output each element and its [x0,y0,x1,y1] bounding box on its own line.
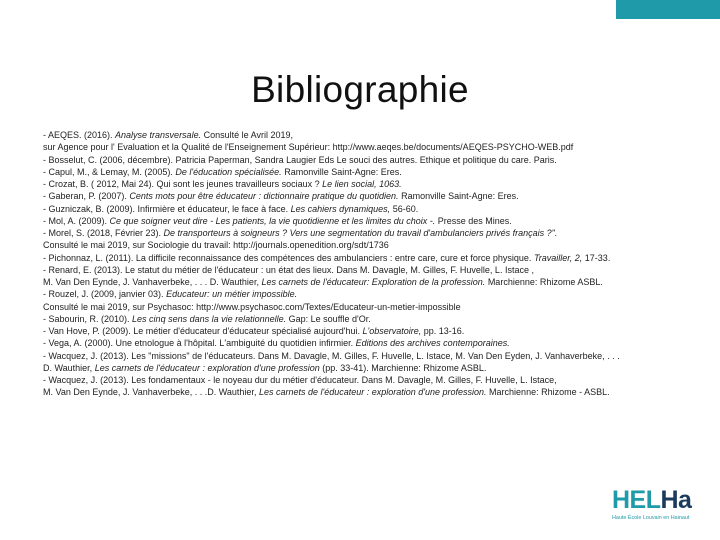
reference-line [43,325,693,337]
reference-text: - Bosselut, C. (2006, décembre). Patricia Paperman, Sandra Laugier Eds Le souci des autres. Ethique et politique du care. Paris. [43,154,557,165]
corner-accent-bar [616,0,720,19]
reference-title-italic: Les cahiers dynamiques, [290,203,391,214]
reference-title-italic: De transporteurs à soigneurs ? Vers une segmentation du travail d'ambulanciers privés français ?". [163,228,558,238]
helha-logo [612,488,704,524]
reference-text: 56-60. [390,203,419,214]
reference-title-italic: Analyse transversale. [115,130,202,140]
logo-name-part1: HEL [612,486,661,514]
reference-title-italic: Les carnets de l'éducateur : exploration d'une profession [94,362,320,373]
reference-text: - Pichonnaz, L. (2011). La difficile reconnaissance des compétences des ambulanciers : entre care, cure et force physique. [43,252,534,263]
bibliography-list [43,129,693,399]
reference-text: - Renard, E. (2013). Le statut du métier de l'éducateur : un état des lieux. Dans M. Davagle, M. Gilles, F. Huvelle, L. Istace , [43,264,534,275]
logo-name-part2: Ha [660,486,692,514]
reference-text: - Sabourin, R. (2010). [43,313,133,324]
reference-text: - Gaberan, P. (2007). [43,191,130,202]
reference-title-italic: Le lien social, 1063. [322,179,402,189]
reference-line [43,350,693,362]
reference-text: - Mol, A. (2009). [43,215,110,226]
reference-text: Consulté le mai 2019, sur Psychasoc: http://www.psychasoc.com/Textes/Educateur-un-metier-impossible [43,301,461,312]
reference-title-italic: Travailler, 2, [533,252,583,263]
reference-line [43,129,693,141]
reference-line [43,215,693,227]
reference-text: Gap: Le souffle d'Or. [286,313,371,324]
reference-text: Ramonville Saint-Agne: Eres. [398,191,519,202]
reference-line [43,276,693,288]
reference-text: pp. 13-16. [421,326,465,336]
reference-text: D. Wauthier, [43,362,95,373]
reference-text: - Vega, A. (2000). Une etnologue à l'hôpital. L'ambiguité du quotidien infirmier. [43,338,356,349]
reference-line [43,141,693,153]
reference-line [43,337,693,349]
reference-line [43,313,693,325]
reference-text: Ramonville Saint-Agne: Eres. [281,166,402,177]
reference-title-italic: L'observatoire, [362,326,422,336]
reference-text: - Rouzel, J. (2009, janvier 03). [43,289,167,300]
reference-text: - Wacquez, J. (2013). Les "missions" de l'éducateurs. Dans M. Davagle, M. Gilles, F. Huvelle, L. Istace, M. Van Den Eyden, J. Vanhaverbeke, . . . [43,350,620,361]
reference-text: Consulté le mai 2019, sur Sociologie du travail: http://journals.openedition.org/sdt/1736 [43,240,389,251]
page-title: Bibliographie [251,68,469,110]
reference-line [43,154,693,166]
reference-text: - Crozat, B. ( 2012, Mai 24). Qui sont les jeunes travailleurs sociaux ? [43,179,323,189]
reference-text: - Guzniczak, B. (2009). Infirmière et éducateur, le face à face. [43,203,291,214]
reference-line [43,239,693,251]
logo-tagline: Haute École Louvain en Hainaut [612,515,690,521]
reference-text: Consulté le Avril 2019, [201,130,293,140]
reference-line [43,166,693,178]
reference-title-italic: De l'éducation spécialisée. [175,166,282,177]
reference-title-italic: Les cinq sens dans la vie relationnelle. [132,313,287,324]
reference-line [43,362,693,374]
reference-title-italic: Cents mots pour être éducateur : dictionnaire pratique du quotidien. [129,191,399,202]
reference-text: M. Van Den Eynde, J. Vanhaverbeke, . . . D. Wauthier, [43,277,262,287]
reference-title-italic: Editions des archives contemporaines. [355,338,510,349]
reference-text: Marchienne: Rhizome ASBL. [485,277,603,287]
reference-line [43,288,693,300]
reference-title-italic: Educateur: un métier impossible. [166,289,298,300]
reference-text: Marchienne: Rhizome - ASBL. [486,387,610,398]
reference-text: sur Agence pour l' Evaluation et la Qualité de l'Enseignement Supérieur: http://www.aeqes.be/documents/AEQES-PSYCHO-WEB.pdf [43,142,574,153]
reference-line [43,386,693,398]
reference-title-italic: Ce que soigner veut dire - Les patients, la vie quotidienne et les limites du choix -. [109,215,436,226]
reference-line [43,203,693,215]
reference-line [43,227,693,239]
logo-wordmark [612,488,704,513]
reference-text: - Van Hove, P. (2009). Le métier d'éducateur d'éducateur spécialisé aujourd'hui. [43,326,363,336]
reference-line [43,178,693,190]
reference-line [43,252,693,264]
reference-line [43,301,693,313]
reference-text: (pp. 33-41). Marchienne: Rhizome ASBL. [319,362,487,373]
reference-text: - Wacquez, J. (2013). Les fondamentaux - le noyeau dur du métier d'éducateur. Dans M. Davagle, M. Gilles, F. Huvelle, L. Istace, [43,375,557,385]
reference-text: 17-33. [582,252,611,263]
reference-text: - Capul, M., & Lemay, M. (2005). [43,166,176,177]
reference-line [43,264,693,276]
reference-title-italic: Les carnets de l'éducateur : exploration d'une profession. [258,387,487,398]
reference-text: - AEQES. (2016). [43,130,116,140]
reference-title-italic: Les carnets de l'éducateur: Exploration de la profession. [261,277,486,287]
reference-line [43,190,693,202]
reference-text: Presse des Mines. [435,215,512,226]
reference-text: - Morel, S. (2018, Février 23). [43,228,164,238]
reference-line [43,374,693,386]
reference-text: M. Van Den Eynde, J. Vanhaverbeke, . . .D. Wauthier, [43,387,259,398]
